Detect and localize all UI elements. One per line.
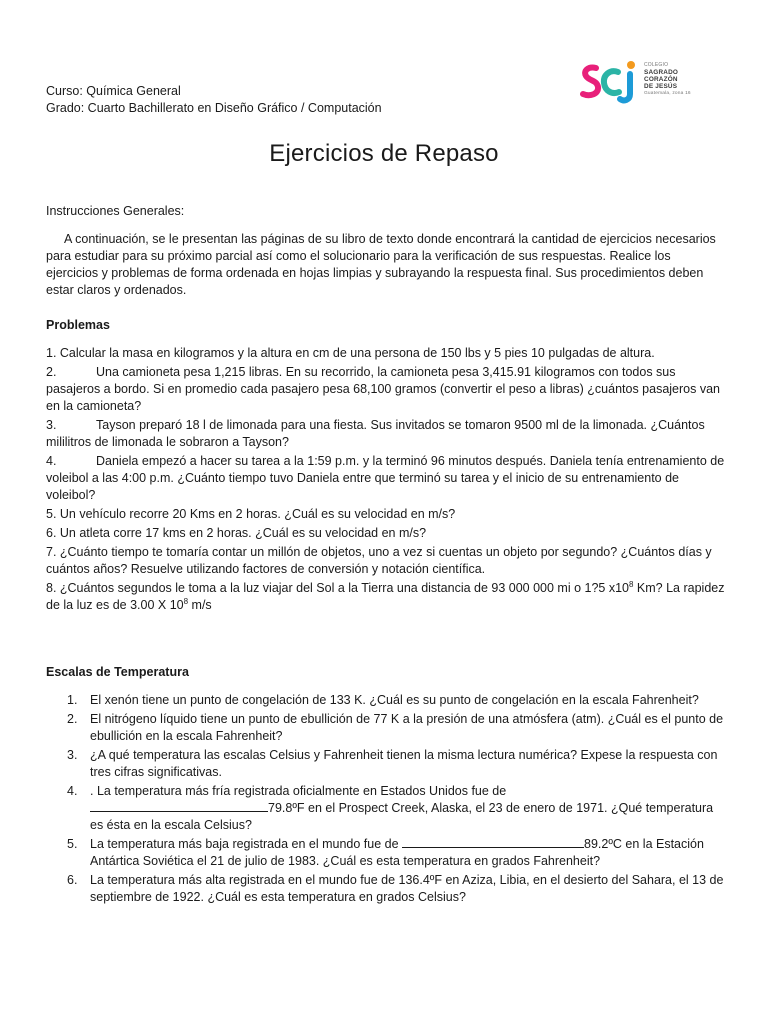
problem-item (46, 417, 726, 451)
problem-text: Daniela empezó a hacer su tarea a la 1:59 p.m. y la terminó 96 minutos después. Daniela tenía entrenamiento de voleibol a las 4:00 p.m. ¿Cuánto tiempo tuvo Daniela entre que terminó su tarea y el inicio de su entrenamiento de voleibol? (46, 454, 725, 502)
problems-list (46, 345, 726, 616)
logo-line: COLEGIO (644, 62, 669, 68)
problem-item (46, 453, 726, 504)
item-number: 5. (67, 837, 78, 851)
item-text: . La temperatura más fría registrada oficialmente en Estados Unidos fue de (90, 784, 507, 798)
item-text: La temperatura más baja registrada en el mundo fue de (90, 837, 399, 851)
temperature-list (46, 692, 726, 908)
list-item (46, 836, 726, 870)
item-number: 1. (67, 693, 78, 707)
problem-number: 4. (46, 454, 57, 468)
temperature-heading: Escalas de Temperatura (46, 665, 189, 679)
item-number: 3. (67, 748, 78, 762)
problems-heading: Problemas (46, 318, 110, 332)
problem-item: 1. Calcular la masa en kilogramos y la altura en cm de una persona de 150 lbs y 5 pies 10 pulgadas de altura. (46, 346, 655, 360)
item-number: 2. (67, 712, 78, 726)
course-line: Curso: Química General (46, 84, 181, 98)
item-text: El nitrógeno líquido tiene un punto de ebullición de 77 K a la presión de una atmósfera (atm). ¿Cuál es el punto de ebullición en la escala Fahrenheit? (90, 712, 724, 743)
course-header (46, 83, 382, 117)
problem-number: 2. (46, 365, 57, 379)
item-number: 4. (67, 784, 78, 798)
sc-logo-icon (580, 60, 640, 104)
logo-line: SAGRADO (644, 69, 679, 76)
problem-text: Tayson preparó 18 l de limonada para una fiesta. Sus invitados se tomaron 9500 ml de la limonada. ¿Cuántos mililitros de limonada le sobraron a Tayson? (46, 418, 705, 449)
item-text: ¿A qué temperatura las escalas Celsius y Fahrenheit tienen la misma lectura numérica? Expese la respuesta con tres cifras significativas. (90, 748, 718, 779)
school-logo (580, 58, 700, 108)
grade-line: Grado: Cuarto Bachillerato en Diseño Gráfico / Computación (46, 101, 382, 115)
list-item (46, 783, 726, 834)
problem-item: 5. Un vehículo recorre 20 Kms en 2 horas. ¿Cuál es su velocidad en m/s? (46, 507, 456, 521)
list-item (46, 747, 726, 781)
problem-text: 8. ¿Cuántos segundos le toma a la luz viajar del Sol a la Tierra una distancia de 93 000 000 mi o 1?5 x10 (46, 581, 629, 595)
exponent: 8 (183, 596, 189, 606)
list-item (46, 692, 726, 709)
instructions-heading: Instrucciones Generales: (46, 204, 185, 218)
blank-line (402, 838, 584, 848)
logo-line: CORAZÓN (644, 76, 678, 83)
logo-subtitle: Guatemala, zona 16 (644, 91, 691, 96)
item-text: La temperatura más alta registrada en el mundo fue de 136.4ºF en Aziza, Libia, en el desierto del Sahara, el 13 de septiembre de 1922. ¿Cuál es esta temperatura en grados Celsius? (90, 873, 724, 904)
problem-item: 6. Un atleta corre 17 kms en 2 horas. ¿Cuál es su velocidad en m/s? (46, 526, 427, 540)
problem-text: m/s (188, 598, 212, 612)
item-text: 89.2ºC en la Estación Antártica Soviética el 21 de julio de 1983. ¿Cuál es esta temperatura en grados Fahrenheit? (90, 837, 704, 868)
instructions-paragraph: A continuación, se le presentan las páginas de su libro de texto donde encontrará la cantidad de ejercicios necesarios para estudiar para su próximo parcial así como el solucionario para la verificación de sus respuestas. Realice los ejercicios y problemas de forma ordenada en hojas limpias y subrayando la respuesta final. Sus procedimientos deben estar claros y ordenados. (46, 232, 716, 297)
blank-line (90, 802, 268, 812)
item-text: 79.8ºF en el Prospect Creek, Alaska, el 23 de enero de 1971. ¿Qué temperatura es ésta en la escala Celsius? (90, 801, 714, 832)
problem-item (46, 364, 726, 415)
item-number: 6. (67, 873, 78, 887)
problem-item (46, 580, 726, 614)
logo-line: DE JESÚS (644, 83, 678, 90)
list-item (46, 872, 726, 906)
logo-wordmark (644, 62, 691, 97)
page-title: Ejercicios de Repaso (269, 140, 499, 167)
list-item (46, 711, 726, 745)
problem-text: Km? La rapidez de la luz es de 3.00 X 10 (46, 581, 725, 612)
problem-item: 7. ¿Cuánto tiempo te tomaría contar un millón de objetos, uno a vez si cuentas un objeto por segundo? ¿Cuántos días y cuántos años? Resuelve utilizando factores de conversión y notación científica. (46, 545, 712, 576)
item-text: El xenón tiene un punto de congelación de 133 K. ¿Cuál es su punto de congelación en la escala Fahrenheit? (90, 693, 699, 707)
problem-number: 3. (46, 418, 57, 432)
exponent: 8 (629, 579, 634, 589)
problem-text: Una camioneta pesa 1,215 libras. En su recorrido, la camioneta pesa 3,415.91 kilogramos con todos sus pasajeros a bordo. Si en promedio cada pasajero pesa 68,100 gramos (convertir el peso a libras) ¿cuántos pasajeros van en la camioneta? (46, 365, 720, 413)
